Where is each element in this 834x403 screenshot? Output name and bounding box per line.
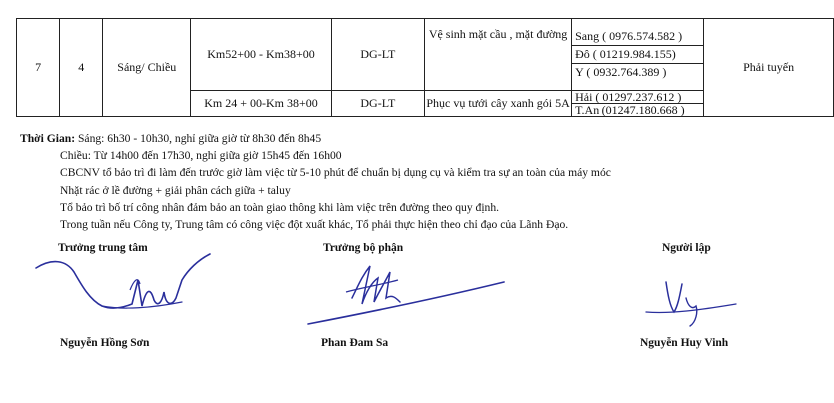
handwritten-signature-icon [640, 270, 740, 330]
time-line [20, 130, 611, 147]
shift-cell: Sáng/ Chiều [103, 19, 191, 117]
unit-cell: DG-LT [331, 91, 424, 117]
number-cell: 4 [60, 19, 103, 117]
note-line: CBCNV tổ bảo trì đi làm đến trước giờ làm việc từ 5-10 phút để chuẩn bị dụng cụ và kiểm tra sự an toàn của máy móc [60, 166, 611, 180]
note-line: Tổ bảo trì bố trí công nhân đảm bảo an toàn giao thông khi làm việc trên đường theo quy định. [60, 200, 500, 214]
table-row [17, 19, 834, 91]
signature-title: Người lập [662, 242, 711, 254]
time-label: Thời Gian: [20, 132, 76, 145]
note-line: Trong tuần nếu Công ty, Trung tâm có công việc đột xuất khác, Tổ phải thực hiện theo chỉ đạo của Lãnh Đạo. [60, 218, 569, 232]
signature-name: Nguyễn Huy Vinh [640, 337, 729, 349]
contact-line: Y ( 0932.764.389 ) [575, 65, 667, 79]
morning-time: Sáng: 6h30 - 10h30, nghỉ giữa giờ từ 8h30 đến 8h45 [77, 132, 322, 145]
note-cell: Phải tuyến [704, 19, 834, 117]
signature-title: Trưởng bộ phận [323, 242, 404, 254]
task-cell: Phục vụ tưới cây xanh gói 5A [425, 91, 572, 117]
note-line: Nhặt rác ở lề đường + giải phân cách giữa + taluy [60, 183, 291, 197]
notes-section [20, 130, 611, 233]
schedule-table [16, 18, 834, 117]
unit-cell: DG-LT [331, 19, 424, 91]
km-range-cell: Km52+00 - Km38+00 [191, 19, 331, 91]
task-cell: Vệ sinh mặt cầu , mặt đường [425, 19, 572, 91]
contact-line: Sang ( 0976.574.582 ) [572, 28, 703, 46]
stt-cell: 7 [17, 19, 60, 117]
handwritten-signature-icon [300, 258, 510, 330]
contact-line: T.An (01247.180.668 ) [575, 104, 685, 116]
signature-name: Nguyễn Hồng Sơn [60, 337, 150, 349]
signature-title: Trưởng trung tâm [58, 242, 148, 254]
contacts-cell [572, 91, 704, 117]
contact-line: Hải ( 01297.237.612 ) [572, 91, 703, 104]
signature-name: Phan Đam Sa [321, 337, 389, 349]
afternoon-time: Chiều: Từ 14h00 đến 17h30, nghỉ giữa giờ 15h45 đến 16h00 [60, 149, 342, 163]
contacts-cell [572, 19, 704, 91]
contact-line: Đô ( 01219.984.155) [572, 46, 703, 64]
handwritten-signature-icon [32, 250, 222, 320]
km-range-cell: Km 24 + 00-Km 38+00 [191, 91, 331, 117]
